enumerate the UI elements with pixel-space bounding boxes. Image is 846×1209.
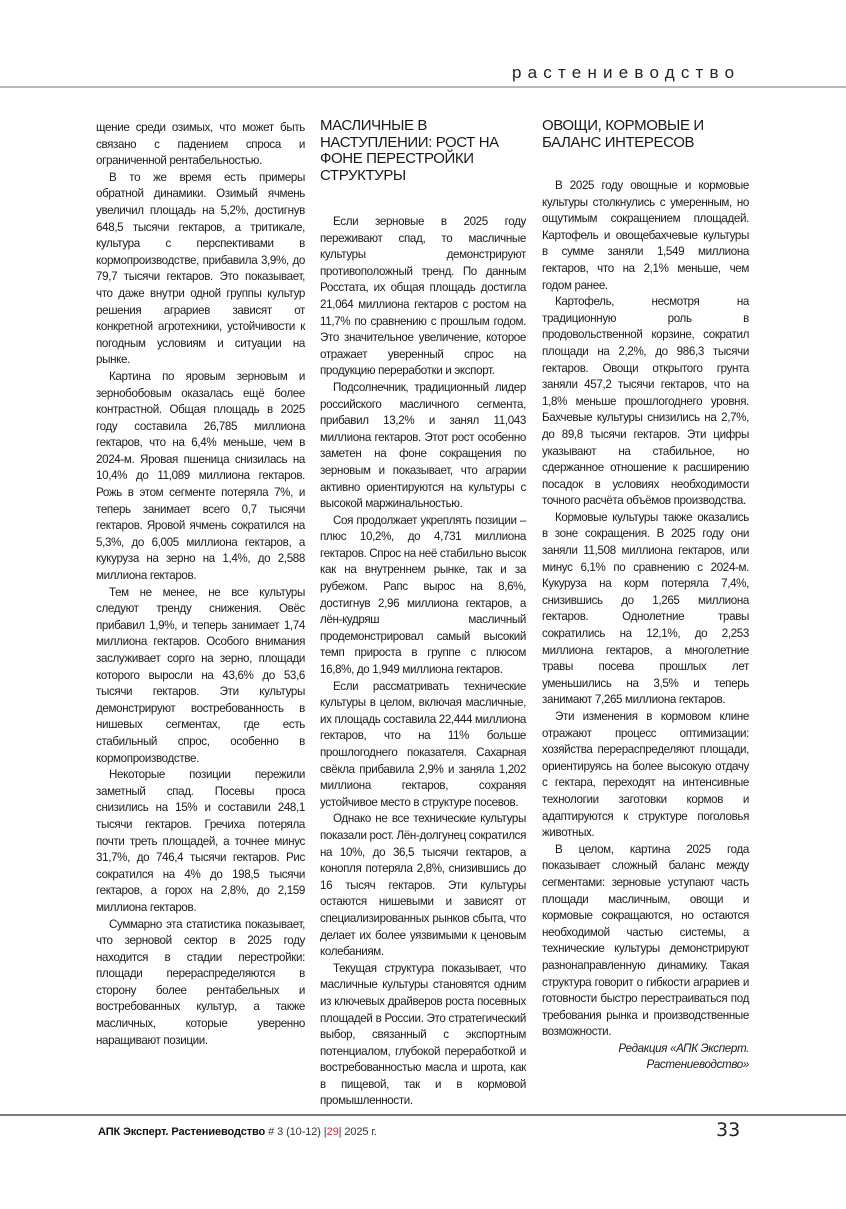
article-column-3 (542, 117, 749, 1074)
paragraph: Суммарно эта статистика показывает, что зерновой сектор в 2025 году находится в стадии перестройки: площади перераспределяются в сторону более рентабельных и востребованных культур, а также масличных, которые уверенно наращивают позиции. (96, 917, 305, 1047)
paragraph: В целом, картина 2025 года показывает сложный баланс между сегментами: зерновые уступают часть площади масличным, овощи и кормовые сокращаются, но остаются необходимой частью системы, а технические культуры демонстрируют разнонаправленную динамику. Такая структура говорит о гибкости аграриев и готовности быстро перестраиваться под требования рынка и производственные возможности. (542, 842, 749, 1039)
paragraph: Картина по яровым зерновым и зернобобовым оказалась ещё более контрастной. Общая площадь в 2025 году составила 26,785 миллиона гектаров, что на 6,4% меньше, чем в 2024-м. Яровая пшеница снизилась на 10,4% до 11,089 миллиона гектаров. Рожь в этом сегменте потеряла 7%, и теперь занимает всего 0,7 тысячи гектаров. Яровой ячмень сократился на 5,3%, до 6,005 миллиона гектаров, а кукуруза на зерно на 1,4%, до 2,588 миллиона гектаров. (96, 369, 305, 583)
article-column-1 (96, 120, 305, 1049)
article-column-2 (320, 117, 526, 1110)
section-heading-vegetables-feed: ОВОЩИ, КОРМОВЫЕ И БАЛАНС ИНТЕРЕСОВ (542, 117, 704, 151)
footer-issue-suffix: | 2025 г. (338, 1126, 377, 1138)
paragraph: Если рассматривать технические культуры в целом, включая масличные, их площадь составила 22,444 миллиона гектаров, что на 11% больше прошлогоднего показателя. Сахарная свёкла прибавила 2,9% и заняла 1,202 миллиона гектаров, сохраняя устойчивое место в структуре посевов. (320, 679, 526, 809)
bottom-divider (0, 1114, 846, 1116)
paragraph: Если зерновые в 2025 году переживают спад, то масличные культуры демонстрируют противоположный тренд. По данным Росстата, их общая площадь достигла 21,064 миллиона гектаров с ростом на 11,7% по сравнению с прошлым годом. Это значительное увеличение, которое отражает уверенный спрос на продукцию переработки и экспорт. (320, 215, 526, 378)
paragraph: Картофель, несмотря на традиционную роль в продовольственной корзине, сократил площади на 2,2%, до 986,3 тысячи гектаров. Овощи открытого грунта заняли 457,2 тысячи гектаров, что на 1,8% меньше прошлогоднего уровня. Бахчевые культуры снизились на 2,7%, до 89,8 тысячи гектаров. Эти цифры указывают на стабильное, но сдержанное отношение к расширению посадок в условиях необходимости точного расчёта объёмов производства. (542, 295, 749, 508)
paragraph: Тем не менее, не все культуры следуют тренду снижения. Овёс прибавил 1,9%, и теперь занимает 1,74 миллиона гектаров. Особого внимания заслуживает сорго на зерно, площади которого выросли на 43,6% до 53,6 тысячи гектаров. Эти культуры демонстрируют востребованность в нишевых сегментах, где есть стабильный спрос, особенно в кормопроизводстве. (96, 585, 305, 765)
paragraph: Кормовые культуры также оказались в зоне сокращения. В 2025 году они заняли 11,508 миллиона гектаров, или минус 6,1% по сравнению с 2024-м. Кукуруза на корм потеряла 7,4%, снизившись до 1,265 миллиона гектаров. Однолетние травы сократились на 12,1%, до 2,253 миллиона гектаров, а многолетние травы посева прошлых лет уменьшились на 3,5% и теперь занимают 7,265 миллиона гектаров. (542, 510, 749, 707)
author-signature-line-1: Редакция «АПК Эксперт. (618, 1041, 749, 1055)
section-heading-oilseeds: МАСЛИЧНЫЕ В НАСТУПЛЕНИИ: РОСТ НА ФОНЕ ПЕРЕСТРОЙКИ СТРУКТУРЫ (320, 117, 499, 184)
paragraph: щение среди озимых, что может быть связано с падением спроса и ограниченной рентабельностью. (96, 121, 305, 168)
section-header: растениеводство (512, 63, 741, 82)
paragraph: Эти изменения в кормовом клине отражают процесс оптимизации: хозяйства перераспределяют площади, ориентируясь на более высокую отдачу с гектара, переходят на интенсивные технологии заготовки кормов и адаптируются к структуре поголовья животных. (542, 710, 749, 840)
top-divider (0, 86, 846, 88)
paragraph: Некоторые позиции пережили заметный спад. Посевы проса снизились на 15% и составили 248,1 тысячи гектаров. Гречиха потеряла почти треть площадей, а точнее минус 31,7%, до 746,4 тысячи гектаров. Рис сократился на 4% до 198,5 тысячи гектаров, а горох на 2,8%, до 2,159 миллиона гектаров. (96, 768, 305, 914)
paragraph: Соя продолжает укреплять позиции – плюс 10,2%, до 4,731 миллиона гектаров. Спрос на неё стабильно высок как на внутреннем рынке, так и за рубежом. Рапс вырос на 8,6%, достигнув 2,96 миллиона гектаров, а лён-кудряш масличный продемонстрировал самый высокий темп прироста в группе с плюсом 16,8%, до 1,949 миллиона гектаров. (320, 513, 526, 677)
author-signature-line-2: Растениеводство» (646, 1058, 749, 1072)
paragraph: В то же время есть примеры обратной динамики. Озимый ячмень увеличил площадь на 5,2%, достигнув 648,5 тысячи гектаров, а тритикале, культура с перспективами в кормопроизводстве, прибавила 3,9%, до 79,7 тысячи гектаров. Это показывает, что даже внутри одной группы культур решения аграриев зависят от конкретной агротехники, устойчивости к погодным условиям и ситуации на рынке. (96, 170, 305, 367)
page-number: 33 (716, 1119, 741, 1141)
footer-issue-info (98, 1126, 377, 1138)
footer-issue-number: 29 (326, 1126, 339, 1138)
paragraph: Текущая структура показывает, что масличные культуры становятся одним из ключевых драйверов роста посевных площадей в России. Это стратегический выбор, связанный с экспортным потенциалом, глубокой переработкой и востребованностью масла и шрота, как в пищевой, так и в кормовой промышленности. (320, 961, 526, 1108)
footer-issue-prefix: # 3 (10-12) | (265, 1126, 327, 1138)
footer-brand: АПК Эксперт. Растениеводство (98, 1126, 266, 1138)
paragraph: Однако не все технические культуры показали рост. Лён-долгунец сократился на 10%, до 36,5 тысячи гектаров, а конопля потеряла 2,8%, снизившись до 16 тысяч гектаров. Эти культуры остаются нишевыми и зависят от специализированных рынков сбыта, что делает их более уязвимыми к ценовым колебаниям. (320, 812, 526, 959)
paragraph: Подсолнечник, традиционный лидер российского масличного сегмента, прибавил 13,2% и занял 11,043 миллиона гектаров. Этот рост особенно заметен на фоне сокращения по зерновым и показывает, что аграрии активно ориентируются на культуры с высокой маржинальностью. (320, 380, 526, 511)
paragraph: В 2025 году овощные и кормовые культуры столкнулись с умеренным, но ощутимым сокращением площадей. Картофель и овощебахчевые культуры в сумме заняли 1,549 миллиона гектаров, что на 2,1% меньше, чем годом ранее. (542, 179, 749, 292)
